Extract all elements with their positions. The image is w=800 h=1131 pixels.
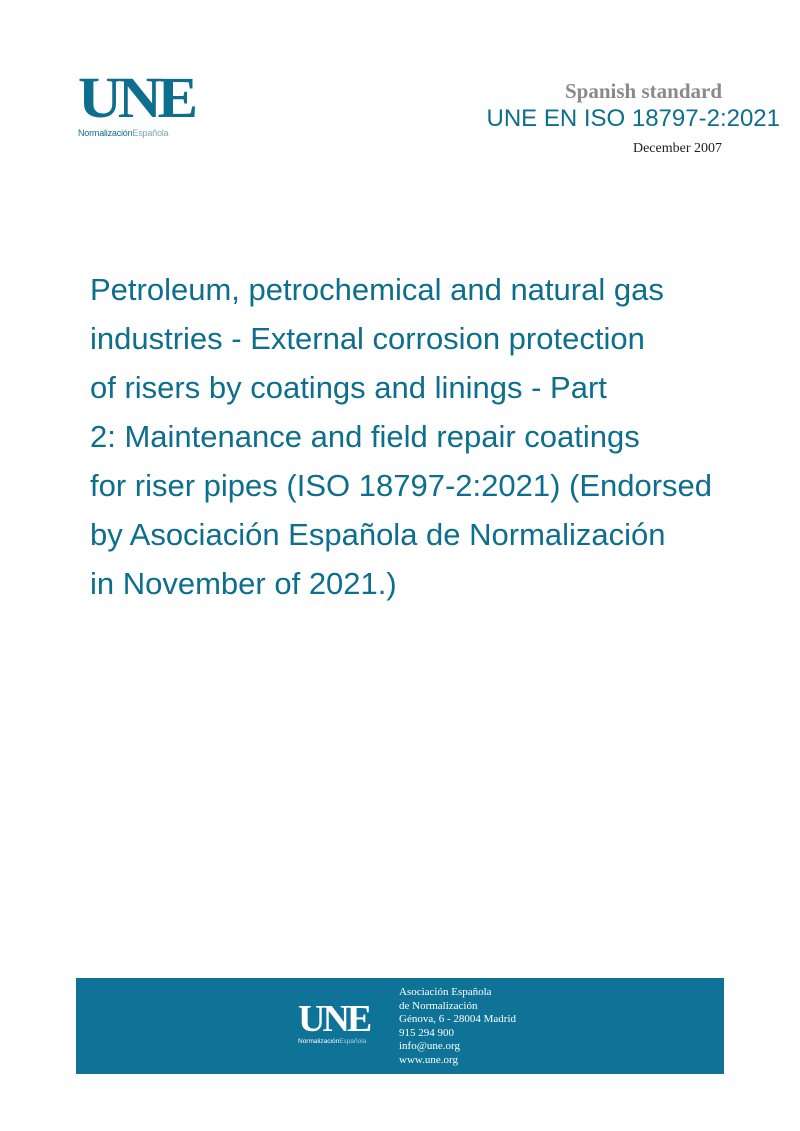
footer-line-org2: de Normalización xyxy=(399,999,478,1012)
footer-line-email[interactable]: info@une.org xyxy=(399,1040,460,1053)
footer-logo-subtitle-a: Normalización xyxy=(298,1038,340,1045)
footer-logo-wordmark: UNE xyxy=(298,998,370,1040)
document-title: Petroleum, petrochemical and natural gas industries - External corrosion protection of risers by coatings and linings - Part 2: Maintenance and field repair coatings for riser pipes (ISO 18797-2:2021) (Endorsed by Asociación Española de Normalización in November of 2021.) xyxy=(90,272,713,601)
footer-logo-subtitle xyxy=(298,1038,369,1045)
standard-code: UNE EN ISO 18797-2:2021 xyxy=(486,105,780,132)
standard-type: Spanish standard xyxy=(565,79,722,103)
logo-subtitle-a: Normalización xyxy=(78,128,133,138)
une-logo xyxy=(78,65,208,138)
footer-logo xyxy=(298,998,370,1045)
standard-date: December 2007 xyxy=(632,141,722,156)
footer-line-phone: 915 294 900 xyxy=(399,1026,454,1039)
footer-line-website[interactable]: www.une.org xyxy=(399,1053,458,1066)
standard-header xyxy=(486,78,780,160)
footer-contact xyxy=(399,986,516,1068)
footer-line-org: Asociación Española xyxy=(399,986,492,998)
logo-subtitle-b: Española xyxy=(132,128,169,138)
logo-wordmark: UNE xyxy=(78,65,194,130)
footer-band xyxy=(76,978,724,1074)
footer-line-address: Génova, 6 - 28004 Madrid xyxy=(399,1013,517,1026)
footer-logo-subtitle-b: Española xyxy=(339,1038,367,1045)
